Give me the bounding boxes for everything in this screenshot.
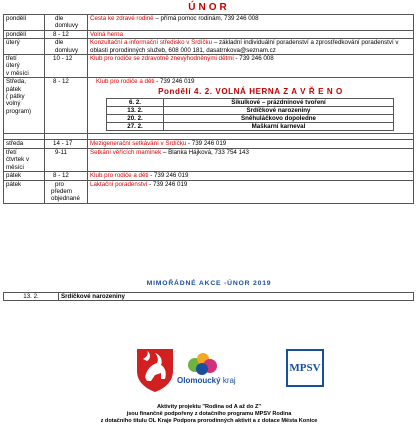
special-events-heading: MIMOŘÁDNÉ AKCE -ÚNOR 2019 — [146, 280, 272, 287]
schedule-row — [4, 172, 414, 180]
program-table — [106, 98, 394, 132]
activity-detail: – přímá pomoc rodinám, 739 246 008 — [153, 15, 259, 22]
day-label: úterý — [6, 39, 20, 47]
day-label: středa — [6, 140, 24, 148]
activity-detail: - 739 246 008 — [233, 55, 274, 63]
time-label: 8 - 12 — [53, 78, 69, 86]
activity-cell — [88, 15, 414, 31]
time-label: dle — [55, 39, 64, 47]
time-label: 9-11 — [55, 148, 67, 156]
logo-strip — [0, 345, 418, 395]
day-label: pondělí — [6, 30, 27, 38]
day-label: ( pátky — [6, 93, 25, 101]
program-row — [107, 123, 394, 131]
time-label: 14 - 17 — [53, 140, 73, 148]
schedule-row — [4, 30, 414, 38]
day-cell — [4, 140, 45, 148]
logo-text: kraj — [222, 376, 236, 385]
kraj-emblem-icon — [183, 351, 223, 377]
day-label: pátek — [6, 172, 22, 180]
program-row — [107, 115, 394, 123]
day-label: třetí — [6, 148, 17, 156]
activity-detail: - 739 246 019 — [186, 140, 227, 148]
activity-cell — [88, 55, 414, 78]
time-label: předem — [51, 187, 72, 195]
day-cell — [4, 148, 45, 171]
schedule-table — [3, 14, 414, 204]
day-label: úterý — [6, 62, 20, 70]
logo-text: MPSV — [289, 362, 321, 374]
day-label: měsíci — [6, 163, 24, 171]
schedule-row — [4, 180, 414, 203]
schedule-row — [4, 39, 414, 55]
day-label: program) — [6, 107, 32, 115]
program-row — [107, 106, 394, 114]
volna-herna-heading: Pondělí 4. 2. VOLNÁ HERNA Z A V Ř E N O — [158, 86, 343, 96]
olomoucky-kraj-logo — [175, 351, 275, 387]
day-cell — [4, 78, 45, 134]
program-date: 13. 2. — [107, 106, 164, 114]
special-event-row — [4, 293, 414, 301]
program-date: 6. 2. — [107, 98, 164, 106]
activity-detail: – základní individuální poradenství a zprostředkování poradenství v oblasti prorodinných služeb, 608 000 181, dasatrnkova@seznam.cz — [90, 39, 399, 54]
activity-name: Klub pro rodiče a děti — [90, 172, 149, 180]
activity-detail: - 739 246 019 — [147, 180, 188, 188]
schedule-row — [4, 148, 414, 171]
day-label: čtvrtek v — [6, 156, 30, 164]
activity-cell — [88, 30, 414, 38]
time-label: 8 - 12 — [53, 30, 69, 38]
day-cell — [4, 180, 45, 203]
time-cell — [45, 15, 88, 31]
activity-name: Setkání věřících maminek — [90, 148, 162, 156]
activity-name: Volná herna — [90, 30, 124, 38]
activity-name: Konzultační a informační středisko v Srdíčku — [90, 39, 213, 47]
day-label: pondělí — [6, 15, 27, 22]
month-title: ÚNOR — [188, 2, 230, 13]
day-cell — [4, 55, 45, 78]
time-cell — [45, 172, 88, 180]
activity-cell — [88, 180, 414, 203]
program-row — [107, 98, 394, 106]
day-cell — [4, 39, 45, 55]
program-name: Šikulkové – prázdninové tvoření — [164, 98, 394, 106]
activity-name: Laktační poradenství — [90, 180, 148, 188]
day-cell — [4, 30, 45, 38]
schedule-row — [4, 78, 414, 134]
activity-name: Cesta ke zdravé rodině — [90, 15, 154, 22]
schedule-row — [4, 15, 414, 31]
time-cell — [45, 148, 88, 171]
logo-text: Olomoucký — [177, 376, 221, 385]
day-label: v měsíci — [6, 69, 29, 77]
special-event-date: 13. 2. — [4, 293, 59, 301]
activity-name: Klub pro rodiče se zdravotně znevýhodněnými dětmi — [90, 55, 234, 63]
footer-line: jsou finančně podpořeny z dotačního programu MPSV Rodina — [126, 411, 292, 418]
program-name: Sněhuláčkovo dopoledne — [164, 115, 394, 123]
program-date: 20. 2. — [107, 115, 164, 123]
activity-detail: – Blanka Hájková, 733 754 143 — [161, 148, 249, 156]
time-cell — [45, 180, 88, 203]
footer-line: Aktivity projektu "Rodina od A až do Z" — [156, 404, 262, 410]
time-cell — [45, 39, 88, 55]
time-cell — [45, 140, 88, 148]
program-date: 27. 2. — [107, 123, 164, 131]
day-cell — [4, 15, 45, 31]
time-cell — [45, 78, 88, 134]
day-cell — [4, 172, 45, 180]
time-label: domluvy — [55, 22, 79, 30]
time-label: 10 - 12 — [53, 55, 73, 63]
day-label: třetí — [6, 55, 17, 63]
time-cell — [45, 30, 88, 38]
special-events-table — [3, 292, 414, 301]
activity-name: Mezigenerační setkávání v Srdíčku — [90, 140, 187, 148]
day-label: Středa, — [6, 78, 26, 86]
activity-detail: - 739 246 019 — [148, 172, 189, 180]
schedule-row — [4, 55, 414, 78]
coat-of-arms-logo — [135, 347, 175, 393]
time-label: dle — [55, 15, 64, 22]
activity-name: Klub pro rodiče a děti — [96, 78, 155, 86]
day-label: volný — [6, 100, 21, 108]
activity-cell — [88, 78, 414, 134]
footer-text — [0, 404, 418, 426]
time-label: pro — [55, 180, 64, 188]
time-cell — [45, 55, 88, 78]
time-label: domluvy — [55, 46, 79, 54]
program-name: Maškarní karneval — [164, 123, 394, 131]
special-event-name: Srdíčkové narozeniny — [59, 293, 414, 301]
footer-line: z dotačního titulu OL Kraje Podpora prorodinných aktivit a z dotace Města Konice — [100, 418, 318, 425]
activity-cell — [88, 140, 414, 148]
day-label: pátek — [6, 85, 22, 93]
day-label: pátek — [6, 180, 22, 188]
time-label: objednané — [51, 195, 80, 203]
activity-cell — [88, 39, 414, 55]
activity-detail: - 739 246 019 — [154, 78, 195, 86]
mpsv-logo — [286, 349, 324, 387]
time-label: 8 - 12 — [53, 172, 69, 180]
program-name: Srdíčkové narozeniny — [164, 106, 394, 114]
activity-cell — [88, 148, 414, 171]
schedule-row — [4, 140, 414, 148]
activity-cell — [88, 172, 414, 180]
